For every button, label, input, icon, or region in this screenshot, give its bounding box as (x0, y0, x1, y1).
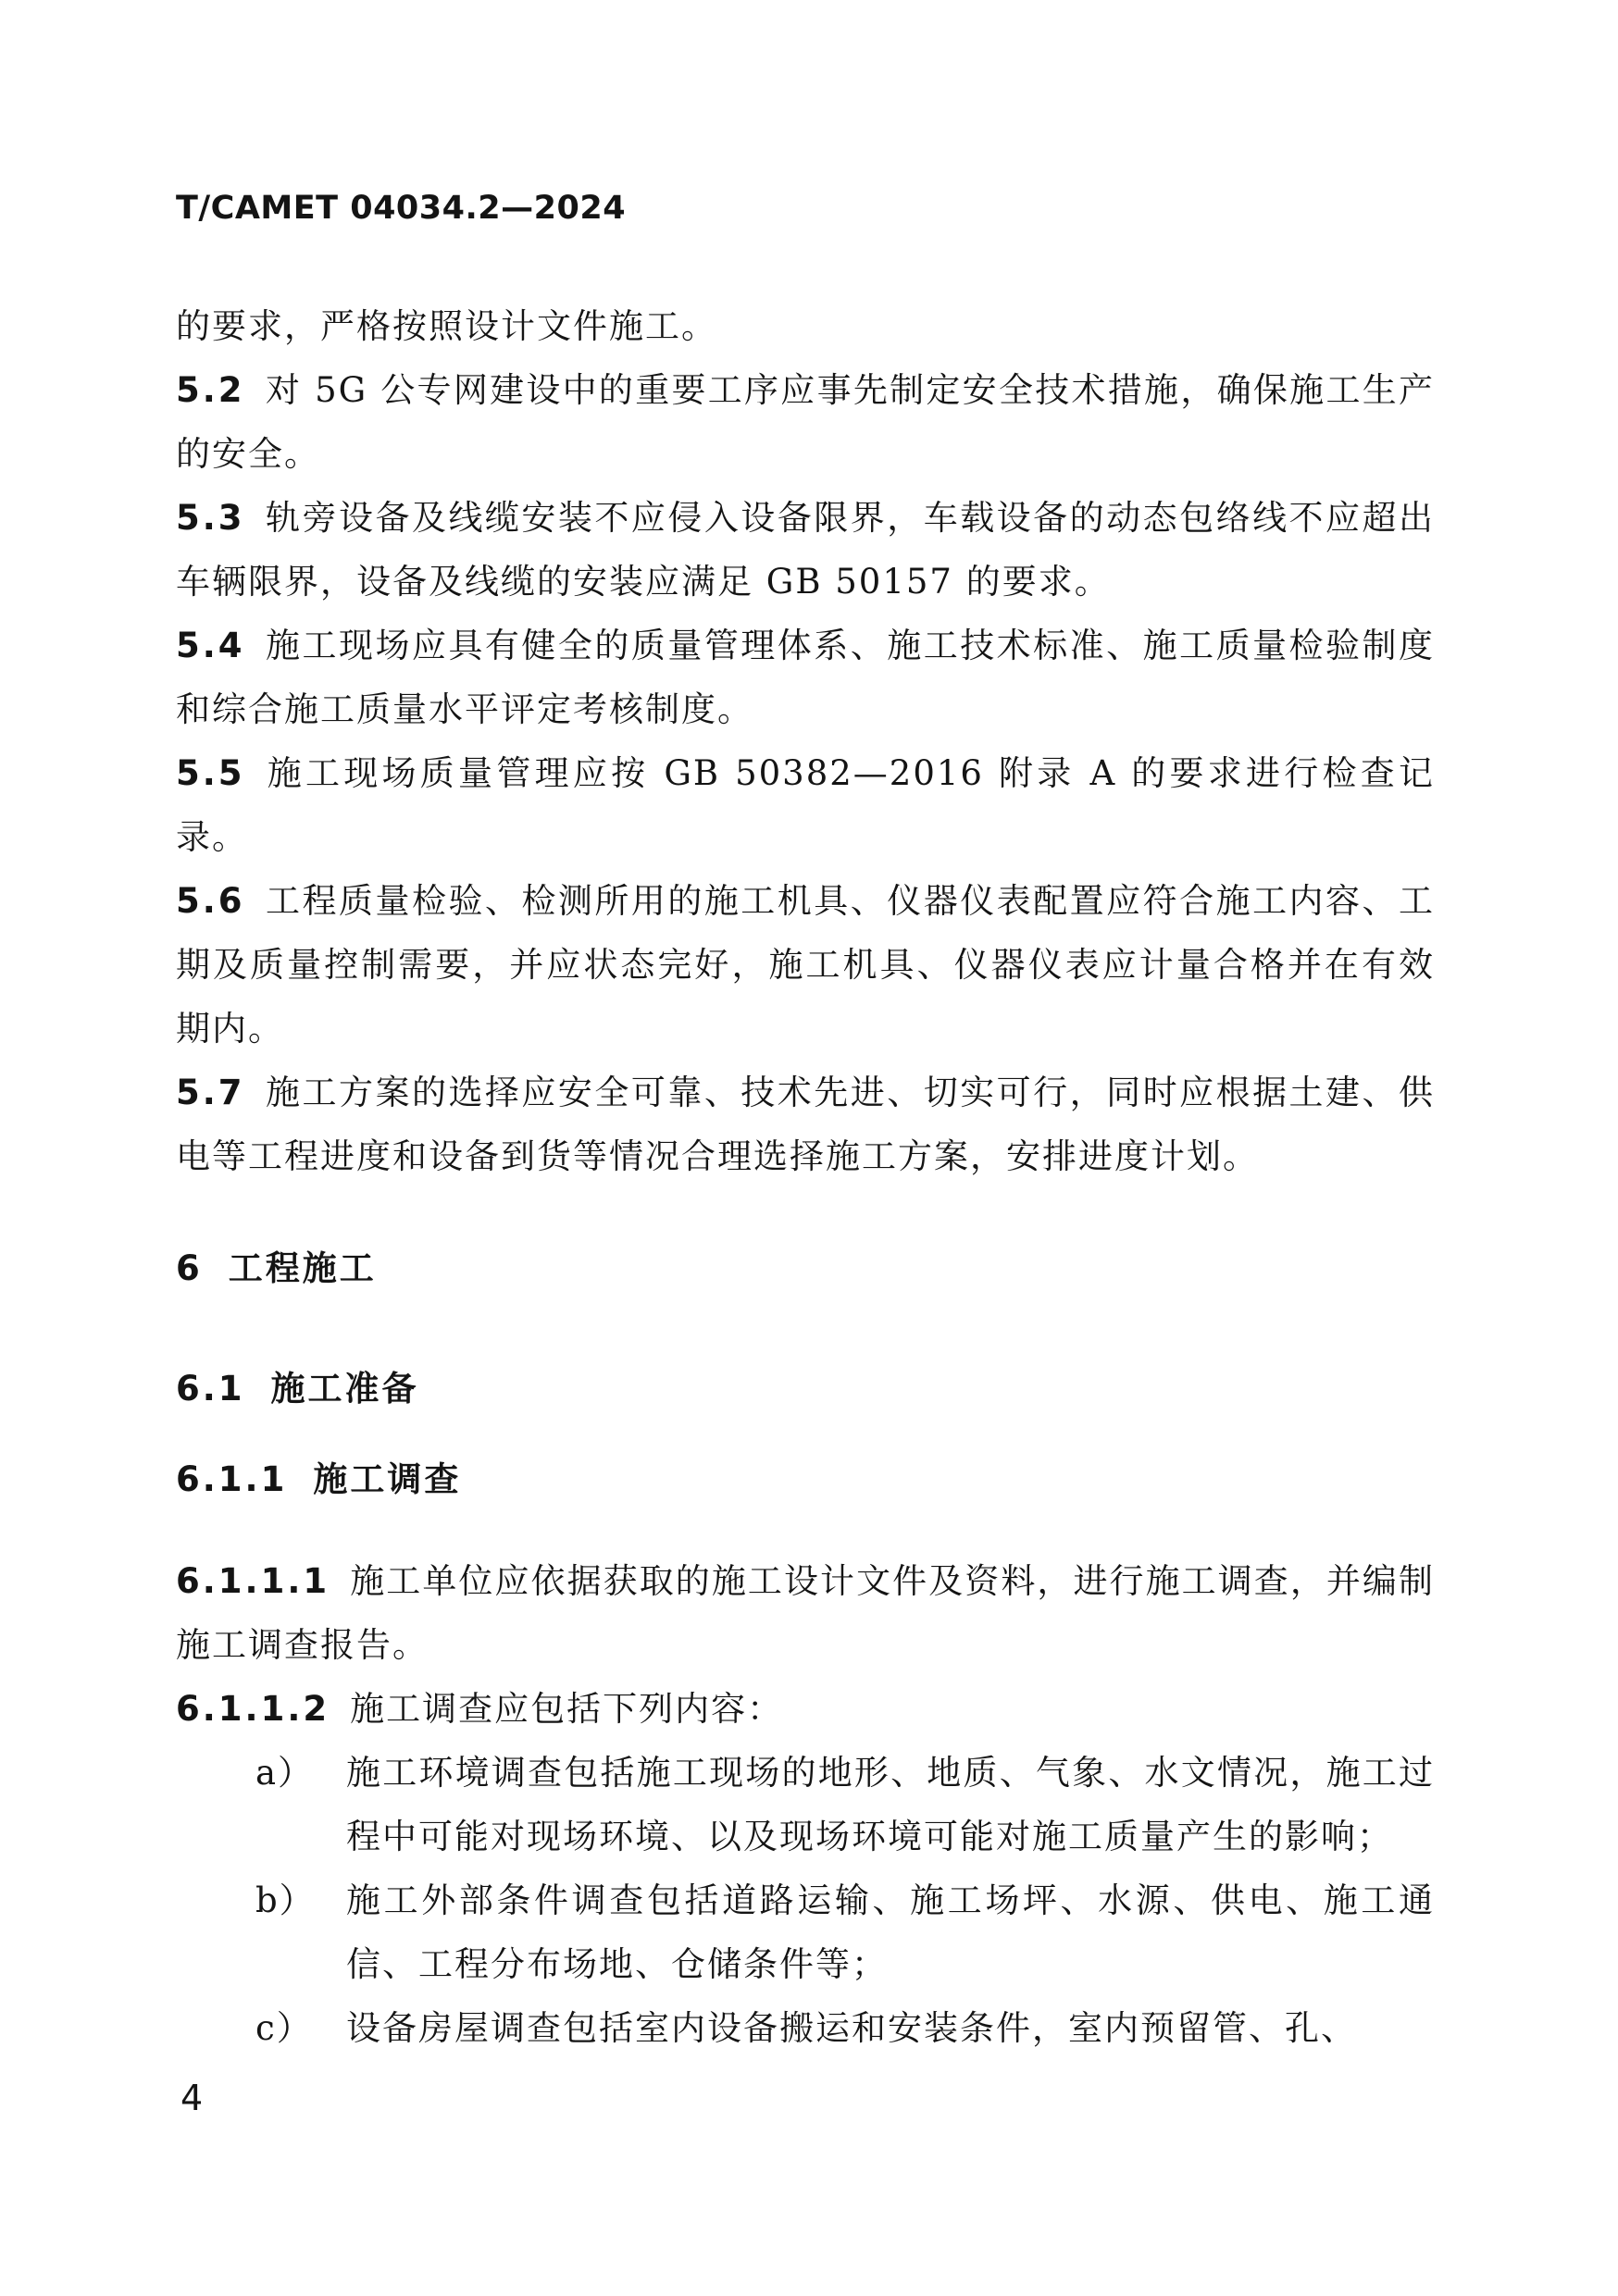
heading-title: 施工准备 (270, 1369, 419, 1409)
clause-text: 施工调查应包括下列内容： (350, 1689, 784, 1729)
list-marker: c） (255, 2008, 313, 2048)
clause-number: 5.6 (176, 881, 245, 921)
list-marker: a） (255, 1753, 315, 1793)
clause-number: 6.1.1.2 (176, 1689, 330, 1729)
heading-number: 6.1 (176, 1369, 245, 1409)
clause-text: 对 5G 公专网建设中的重要工序应事先制定安全技术措施，确保施工生产的安全。 (176, 370, 1435, 474)
list-item-a (176, 1741, 1435, 1868)
clause-5-5 (176, 741, 1435, 869)
clause-text: 施工方案的选择应安全可靠、技术先进、切实可行，同时应根据土建、供电等工程进度和设备到货等情况合理选择施工方案，安排进度计划。 (176, 1073, 1435, 1176)
clause-number: 5.4 (176, 626, 245, 665)
clause-5-3 (176, 486, 1435, 614)
list-item-c (176, 1996, 1435, 2060)
clause-number: 5.5 (176, 753, 245, 793)
page-number: 4 (180, 2078, 204, 2118)
clause-5-2 (176, 358, 1435, 486)
clause-number: 5.2 (176, 370, 245, 410)
paragraph-continuation: 的要求，严格按照设计文件施工。 (176, 306, 717, 346)
chapter-heading-6 (176, 1246, 1435, 1292)
clause-5-6 (176, 869, 1435, 1061)
subsection-heading-6-1-1 (176, 1457, 1435, 1503)
heading-number: 6.1.1 (176, 1459, 288, 1499)
list-item-text: 施工外部条件调查包括道路运输、施工场坪、水源、供电、施工通信、工程分布场地、仓储条件等； (346, 1880, 1435, 1984)
clause-6-1-1-1 (176, 1549, 1435, 1677)
heading-number: 6 (176, 1248, 203, 1288)
clause-text: 轨旁设备及线缆安装不应侵入设备限界，车载设备的动态包络线不应超出车辆限界，设备及线缆的安装应满足 GB 50157 的要求。 (176, 498, 1435, 602)
clause-text: 施工单位应依据获取的施工设计文件及资料，进行施工调查，并编制施工调查报告。 (176, 1561, 1435, 1665)
standard-number-header: T/CAMET 04034.2—2024 (176, 190, 627, 227)
clause-number: 5.7 (176, 1073, 245, 1112)
list-item-text: 设备房屋调查包括室内设备搬运和安装条件，室内预留管、孔、 (346, 2008, 1357, 2048)
body-text (176, 294, 1435, 2060)
list-item-b (176, 1868, 1435, 1996)
section-heading-6-1 (176, 1366, 1435, 1412)
clause-5-7 (176, 1061, 1435, 1188)
clause-number: 6.1.1.1 (176, 1561, 330, 1601)
clause-number: 5.3 (176, 498, 245, 538)
clause-text: 施工现场质量管理应按 GB 50382—2016 附录 A 的要求进行检查记录。 (176, 753, 1435, 857)
heading-title: 工程施工 (228, 1248, 377, 1288)
clause-text: 施工现场应具有健全的质量管理体系、施工技术标准、施工质量检验制度和综合施工质量水平评定考核制度。 (176, 626, 1435, 729)
heading-title: 施工调查 (313, 1459, 462, 1499)
clause-text: 工程质量检验、检测所用的施工机具、仪器仪表配置应符合施工内容、工期及质量控制需要，并应状态完好，施工机具、仪器仪表应计量合格并在有效期内。 (176, 881, 1435, 1049)
list-marker: b） (255, 1880, 316, 1920)
clause-5-4 (176, 614, 1435, 741)
list-item-text: 施工环境调查包括施工现场的地形、地质、气象、水文情况，施工过程中可能对现场环境、以及现场环境可能对施工质量产生的影响； (346, 1753, 1435, 1856)
clause-6-1-1-2 (176, 1677, 1435, 1741)
